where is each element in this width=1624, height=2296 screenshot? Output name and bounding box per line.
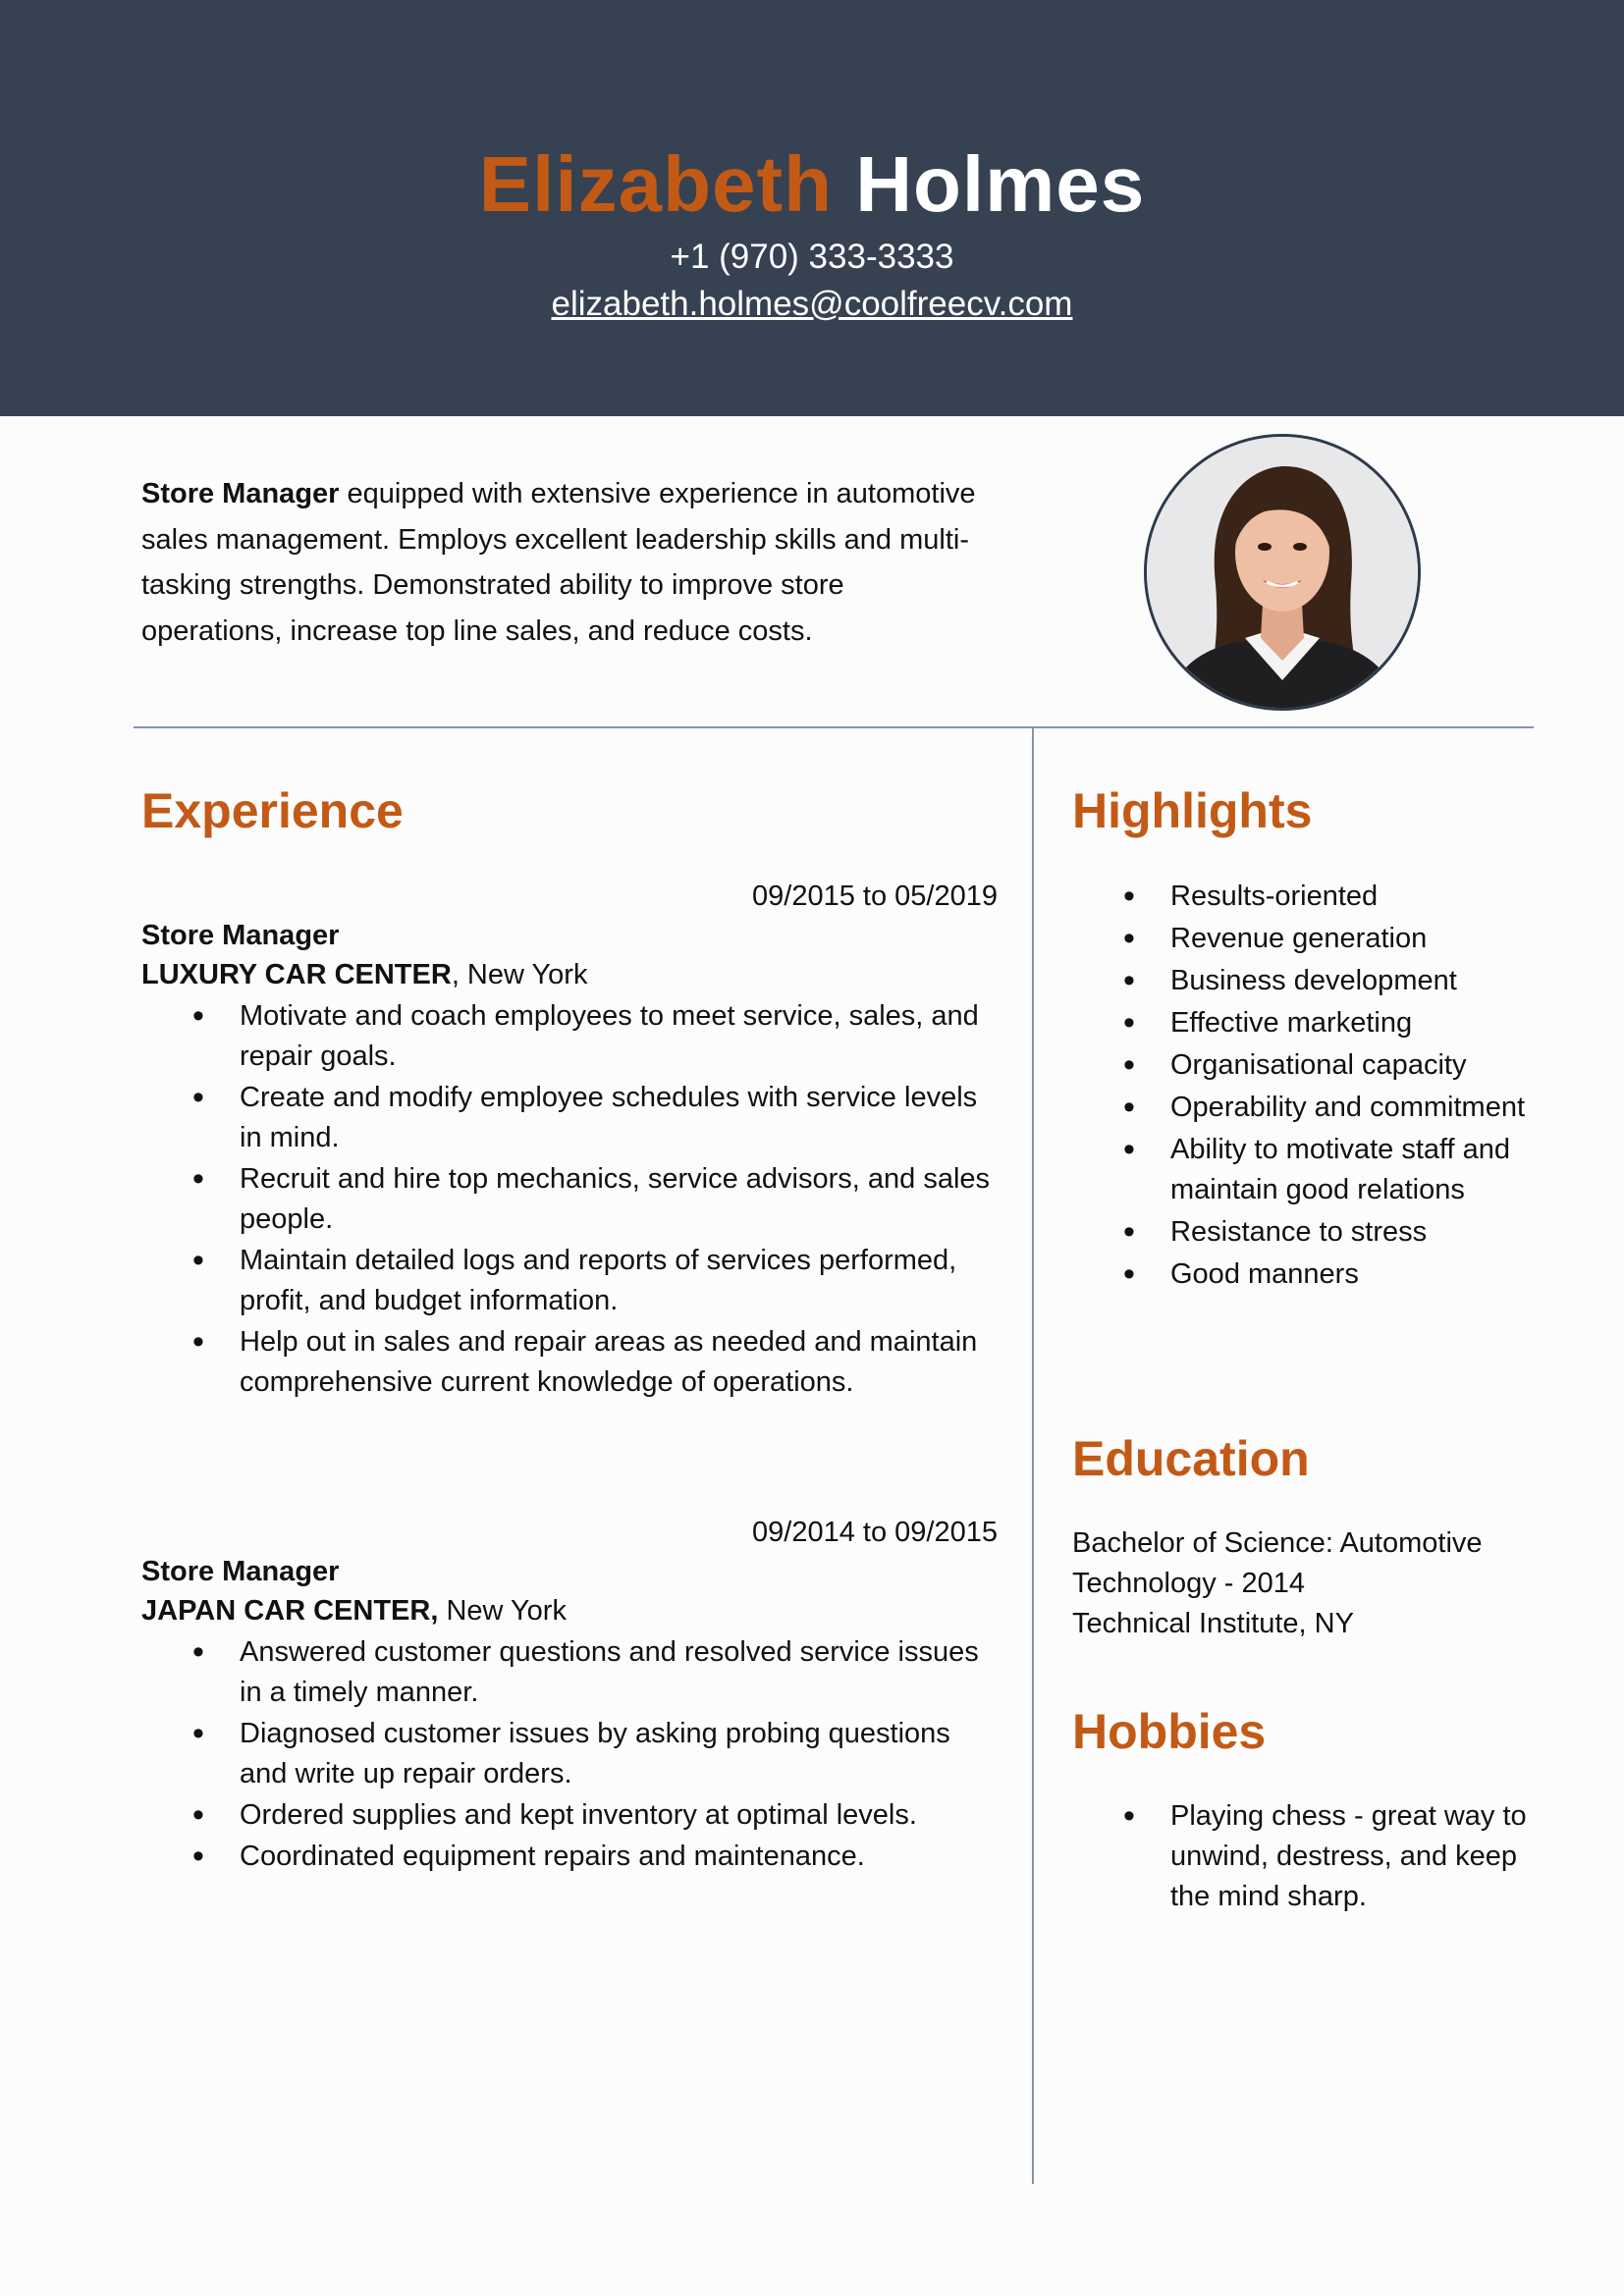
first-name: Elizabeth xyxy=(478,140,833,228)
hobbies-heading: Hobbies xyxy=(1072,1704,1267,1759)
last-name: Holmes xyxy=(855,140,1146,228)
header-band xyxy=(0,0,1624,416)
profile-summary xyxy=(141,471,986,654)
list-item: • Answered customer questions and resolved service issues in a timely manner. xyxy=(141,1632,998,1713)
list-item: • Ability to motivate staff and maintain good relations xyxy=(1072,1130,1534,1210)
list-item: • Diagnosed customer issues by asking probing questions and write up repair orders. xyxy=(141,1714,998,1794)
experience-heading: Experience xyxy=(141,783,404,838)
job-1-duties xyxy=(141,996,998,1404)
job-1-title: Store Manager xyxy=(141,920,340,951)
list-item: • Create and modify employee schedules with service levels in mind. xyxy=(141,1078,998,1158)
education-school: Technical Institute, NY xyxy=(1072,1608,1354,1639)
list-item: • Results-oriented xyxy=(1072,877,1534,917)
profile-photo-icon xyxy=(1144,434,1421,711)
job-1-location: , New York xyxy=(451,959,588,990)
horizontal-divider xyxy=(134,726,1534,728)
candidate-name xyxy=(0,137,1624,232)
job-1-company xyxy=(141,956,587,993)
list-item: • Good manners xyxy=(1072,1255,1534,1295)
list-item: • Organisational capacity xyxy=(1072,1045,1534,1086)
education-details xyxy=(1072,1523,1543,1644)
job-2-company-name: JAPAN CAR CENTER, xyxy=(141,1595,439,1627)
job-2-company xyxy=(141,1592,567,1629)
portrait-illustration xyxy=(1147,437,1418,708)
job-2-dates: 09/2014 to 09/2015 xyxy=(752,1517,998,1548)
summary-text: equipped with extensive experience in automotive sales management. Employs excellent leadership skills and multi-tasking strengths. Demonstrated ability to improve store operations, increase top line sales, and reduce costs. xyxy=(141,478,976,647)
vertical-divider xyxy=(1032,726,1034,2184)
education-heading: Education xyxy=(1072,1431,1310,1486)
job-2-title: Store Manager xyxy=(141,1556,340,1587)
education-degree: Bachelor of Science: Automotive Technology - 2014 xyxy=(1072,1527,1483,1599)
job-2-location: New York xyxy=(438,1595,567,1627)
summary-role: Store Manager xyxy=(141,478,340,509)
highlights-list xyxy=(1072,877,1534,1297)
list-item: • Effective marketing xyxy=(1072,1003,1534,1043)
phone-number: +1 (970) 333-3333 xyxy=(670,238,954,276)
list-item: • Ordered supplies and kept inventory at optimal levels. xyxy=(141,1795,998,1836)
highlights-heading: Highlights xyxy=(1072,783,1313,838)
list-item: • Maintain detailed logs and reports of services performed, profit, and budget information. xyxy=(141,1241,998,1321)
hobbies-list xyxy=(1072,1796,1534,1917)
email-link[interactable]: elizabeth.holmes@coolfreecv.com xyxy=(551,285,1073,323)
list-item: • Playing chess - great way to unwind, destress, and keep the mind sharp. xyxy=(1072,1796,1534,1917)
list-item: • Operability and commitment xyxy=(1072,1088,1534,1128)
list-item: • Help out in sales and repair areas as needed and maintain comprehensive current knowledge of operations. xyxy=(141,1322,998,1403)
list-item: • Recruit and hire top mechanics, service advisors, and sales people. xyxy=(141,1159,998,1240)
job-2-duties xyxy=(141,1632,998,1878)
list-item: • Motivate and coach employees to meet service, sales, and repair goals. xyxy=(141,996,998,1077)
list-item: • Resistance to stress xyxy=(1072,1212,1534,1253)
list-item: • Coordinated equipment repairs and maintenance. xyxy=(141,1837,998,1877)
list-item: • Business development xyxy=(1072,961,1534,1001)
job-1-company-name: LUXURY CAR CENTER xyxy=(141,959,452,990)
job-1-dates: 09/2015 to 05/2019 xyxy=(752,881,998,912)
list-item: • Revenue generation xyxy=(1072,919,1534,959)
